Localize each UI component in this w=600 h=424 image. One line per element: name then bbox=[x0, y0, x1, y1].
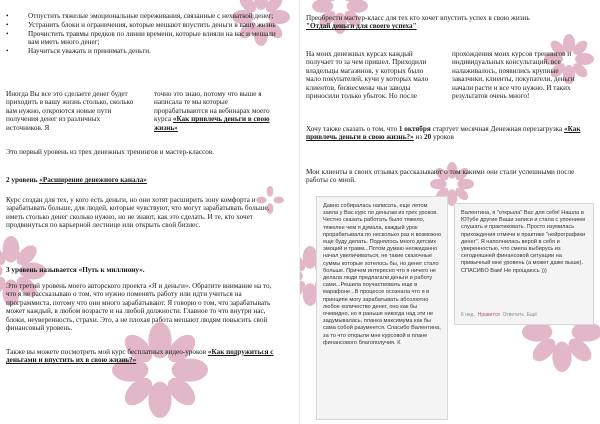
review-actions: 6 нед. Нравится Ответить Ещё bbox=[461, 312, 537, 318]
review-card-1 bbox=[316, 196, 448, 420]
reset-course-link[interactable]: «Как привлечь деньги в свою жизнь?» bbox=[306, 125, 581, 142]
results-column-b: прохождения моих курсов тренингов и индивидуальных консультаций, все налаживалось, появились крупные заказчики, клиенты, покупатели, деньги начали расти и все что нужно. И таких результатов очень много! bbox=[452, 50, 575, 101]
bullet-dot: • bbox=[6, 29, 9, 38]
start-announcement: Хочу также сказать о том, что 1 октября стартует месячная Денежная перезагрузка «Как привлечь деньги в свою жизнь?» из 20 уроков bbox=[306, 125, 581, 142]
level-two-heading: 2 уровень «Расширение денежного канала» bbox=[6, 176, 147, 184]
masterclass-intro: Преобрести мастер-класс для тех кто хочет впустить успех в свою жизнь "Отдай деньги для своего успеха" bbox=[306, 14, 530, 31]
bullet-dot: • bbox=[6, 20, 9, 29]
results-column-a: На моих денежных курсах каждый получает то за чем пришел. Приходили владельцы магазинов, у которых было мало покупателей, кучи у которых мало клиентов, бизнесмены чьи заводы приносили только убыток. Но после bbox=[306, 50, 429, 101]
bullet-item: • Устранить блоки и ограничения, которые мешают впустить деньги в вашу жизнь bbox=[6, 20, 276, 29]
level-three-paragraph: Это третий уровень моего авторского проекта «Я и деньги». Обратите внимание на то, что я не рассказываю о том, что нужно поменять работу или идти учиться на программиста, потому что они много зарабатывают. Я говорю о том, что зарабатывать может каждый, в любом возрасте и на любой должности. Главное то что внутри нас, блоки, неуверенность, страхи. Это, а не плохая работа мешают людям повысить свой финансовый уровень. bbox=[6, 282, 272, 333]
review-text: Давно собиралась написать, еще летом заяла у Вас курс по деньгам из трех уроков. Честно сказать работать было тяжело, тяжелее чем я думала, каждый урок прорабатывала по несколько раз и возможно еще буду делать. Поднялось много детских эмоций и травм...Потом думаю неожиданно начал увеличиваться, не такие сказочные суммы которые хотелось бы, но денег стало больше. Причем интересно что я ничего не делала люди предлагали деньги и работу сами...Решила поучаствовать еще в марафоне...В процессе осознала что я в принципе могу зарабатывать абсолютно любое количество денег, оно как бы очевидно, но я раньше никогда над эти не задумывалась, планка максимума как бы сама собой разумеется. Спасибо Валентина, за то что открыли мне курсовой в плане финансового благополучия. К bbox=[323, 203, 441, 346]
reply-link[interactable]: Ответить bbox=[502, 312, 524, 318]
bullet-dot: • bbox=[6, 47, 9, 56]
review-card-2 bbox=[454, 203, 594, 325]
column-b-text: точно это знаю, потому что выше я написала те мы которые прорабатываются на вебинарах моего курса «Как привлечь деньги в свою жизнь» bbox=[154, 90, 270, 132]
bullet-item: • Отпустить тяжелые эмоциональные переживания, связанные с нехваткой денег; bbox=[6, 12, 274, 20]
flower-decoration-bottom bbox=[112, 322, 208, 418]
bullet-dot: • bbox=[6, 12, 9, 20]
level-two-link[interactable]: «Расширение денежного канала» bbox=[39, 176, 147, 184]
bullet-item: • Научиться уважать и принимать деньги. bbox=[6, 47, 151, 56]
level-two-paragraph: Курс создан для тех, у кого есть деньги, но они хотят расширить зону комфорта и зарабатывать больше, для людей, которые чувствуют, что могут зарабатывать больше, иметь столько денег сколько нужно, но не знают, как это сделать. И те, кто хочет продвинуться по карьерной лестнице или открыть свой бизнес. bbox=[6, 196, 270, 230]
bullet-item: • Прочистить травмы предков по линии времени, которые влияли на вас и мешали вам иметь много денег; bbox=[6, 29, 276, 47]
like-link[interactable]: Нравится bbox=[477, 312, 500, 318]
course-link[interactable]: «Как привлечь деньги в свою жизнь» bbox=[154, 115, 270, 132]
level-one-text: Это первый уровень из трех денежных тренингов и мастер-классов. bbox=[6, 148, 215, 156]
bullet-list bbox=[6, 12, 276, 56]
column-a-text: Иногда Вы все это сделаете денег будет приходить в вашу жизнь столько, сколько вам нужно, откроются новые пути получения денег из различных источников. Я bbox=[6, 90, 134, 132]
masterclass-link[interactable]: "Отдай деньги для своего успеха" bbox=[306, 22, 417, 31]
review-text: Валентина, я "открыла" Вас для себя! Нашла в ЮТубе другие Ваши записи и стала с упоением слушать и практиковать. Просто изумилась прихождения отмечи в практике "нейрографики денег". Я наполнилась верой в себя и уверенностью, что смела выбирусь из сегодняшней финансовой ситуации на привычный мне уровень (а может даже выше). СПАСИБО Вам! Не прощаюсь ))) bbox=[461, 210, 586, 274]
clients-note: Мои клиенты в своих отзывах рассказывают о том какими они стали успешными после работы со мной. bbox=[306, 168, 575, 185]
free-course-invite: Также вы можете посмотреть мой курс бесплатных видео-уроков «Как подружиться с деньгами и впустить их в свою жизнь?» bbox=[6, 348, 274, 365]
level-three-heading: 3 уровень называется «Путь к миллиону». bbox=[6, 266, 145, 274]
right-page bbox=[300, 0, 600, 424]
more-link[interactable]: Ещё bbox=[526, 312, 537, 318]
free-course-link[interactable]: «Как подружиться с деньгами и впустить их в свою жизнь?» bbox=[6, 348, 274, 365]
